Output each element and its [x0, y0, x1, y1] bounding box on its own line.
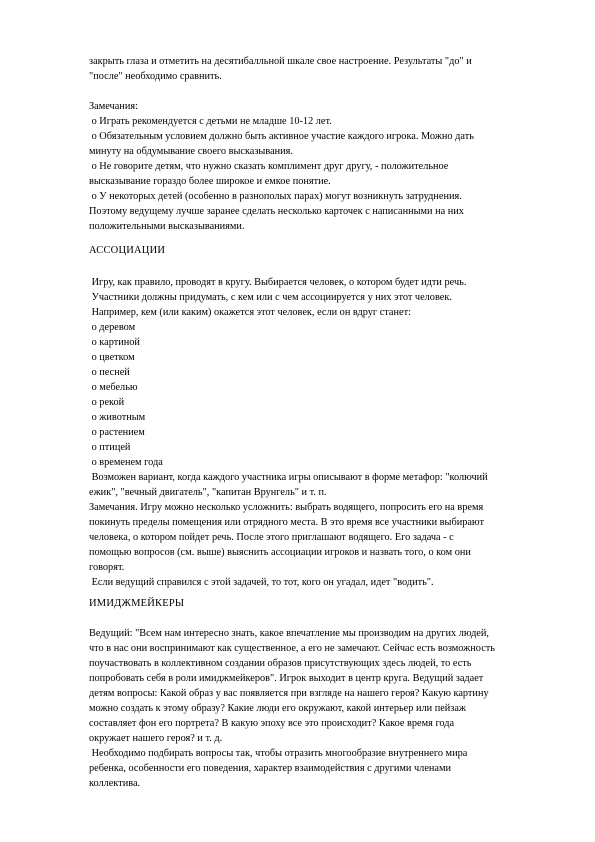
list-item: о песней — [89, 367, 130, 378]
text-line: можно создать к этому образу? Какие люди его окружают, какой интерьер или пейзаж — [89, 703, 467, 714]
text-line: поучаствовать в коллективном создании образов присутствующих здесь людей, то есть — [89, 658, 472, 669]
remarks-title: Замечания: — [89, 101, 138, 112]
text-line: положительными высказываниями. — [89, 221, 245, 232]
text-line: составляет фон его портрета? В какую эпоху все это происходит? Какое время года — [89, 718, 455, 729]
text-line: окружает нашего героя? и т. д. — [89, 733, 223, 744]
text-line: Необходимо подбирать вопросы так, чтобы отразить многообразие внутреннего мира — [89, 748, 468, 759]
list-item: о цветком — [89, 352, 135, 363]
text-line: Участники должны придумать, с кем или с чем ассоциируется у них этот человек. — [89, 292, 452, 303]
list-item: о Не говорите детям, что нужно сказать комплимент друг другу, - положительное — [89, 161, 449, 172]
text-line: помощью вопросов (см. выше) выяснить ассоциации игроков и назвать того, о ком они — [89, 547, 471, 558]
list-item: о мебелью — [89, 382, 138, 393]
text-line: Поэтому ведущему лучше заранее сделать несколько карточек с написанными на них — [89, 206, 464, 217]
list-item: о У некоторых детей (особенно в разнополых парах) могут возникнуть затруднения. — [89, 191, 462, 202]
list-item: о растением — [89, 427, 145, 438]
list-item: о деревом — [89, 322, 136, 333]
text-line: человека, о котором пойдет речь. После этого приглашают водящего. Его задача - с — [89, 532, 454, 543]
associations-section — [89, 275, 559, 590]
text-line: попробовать себя в роли имиджмейкеров". Игрок выходит в центр круга. Ведущий задает — [89, 673, 484, 684]
text-line: высказывание гораздо более широкое и емкое понятие. — [89, 176, 331, 187]
intro-paragraph — [89, 54, 559, 84]
text-line: Замечания. Игру можно несколько усложнить: выбрать водящего, попросить его на время — [89, 502, 484, 513]
text-line: покинуть пределы помещения или отрядного места. В это время все участники выбирают — [89, 517, 484, 528]
list-item: о временем года — [89, 457, 163, 468]
text-line: говорят. — [89, 562, 125, 573]
text-line: закрыть глаза и отметить на десятибалльной шкале свое настроение. Результаты "до" и — [89, 56, 472, 67]
text-line: Если ведущий справился с этой задачей, то тот, кого он угадал, идет "водить". — [89, 577, 434, 588]
text-line: детям вопросы: Какой образ у вас появляется при взгляде на нашего героя? Какую картину — [89, 688, 489, 699]
text-line: коллектива. — [89, 778, 141, 789]
list-item: о Играть рекомендуется с детьми не младше 10-12 лет. — [89, 116, 332, 127]
list-item: о птицей — [89, 442, 131, 453]
text-line: "после" необходимо сравнить. — [89, 71, 222, 82]
list-item: о рекой — [89, 397, 125, 408]
image-makers-section — [89, 626, 559, 791]
list-item: о картиной — [89, 337, 140, 348]
text-line: ежик", "вечный двигатель", "капитан Врунгель" и т. п. — [89, 487, 327, 498]
text-line: Возможен вариант, когда каждого участника игры описывают в форме метафор: "колючий — [89, 472, 488, 483]
text-line: минуту на обдумывание своего высказывания. — [89, 146, 293, 157]
text-line: Игру, как правило, проводят в кругу. Выбирается человек, о котором будет идти речь. — [89, 277, 467, 288]
remarks-section — [89, 99, 559, 234]
text-line: Ведущий: "Всем нам интересно знать, какое впечатление мы производим на других людей, — [89, 628, 489, 639]
section-heading-image-makers: ИМИДЖМЕЙКЕРЫ — [89, 598, 185, 609]
section-heading-associations: АССОЦИАЦИИ — [89, 245, 166, 256]
list-item: о Обязательным условием должно быть активное участие каждого игрока. Можно дать — [89, 131, 474, 142]
text-line: ребенка, особенности его поведения, характер взаимодействия с другими членами — [89, 763, 451, 774]
text-line: что в нас они воспринимают как существенное, а его не замечают. Сейчас есть возможность — [89, 643, 495, 654]
list-item: о животным — [89, 412, 146, 423]
text-line: Например, кем (или каким) окажется этот человек, если он вдруг станет: — [89, 307, 411, 318]
